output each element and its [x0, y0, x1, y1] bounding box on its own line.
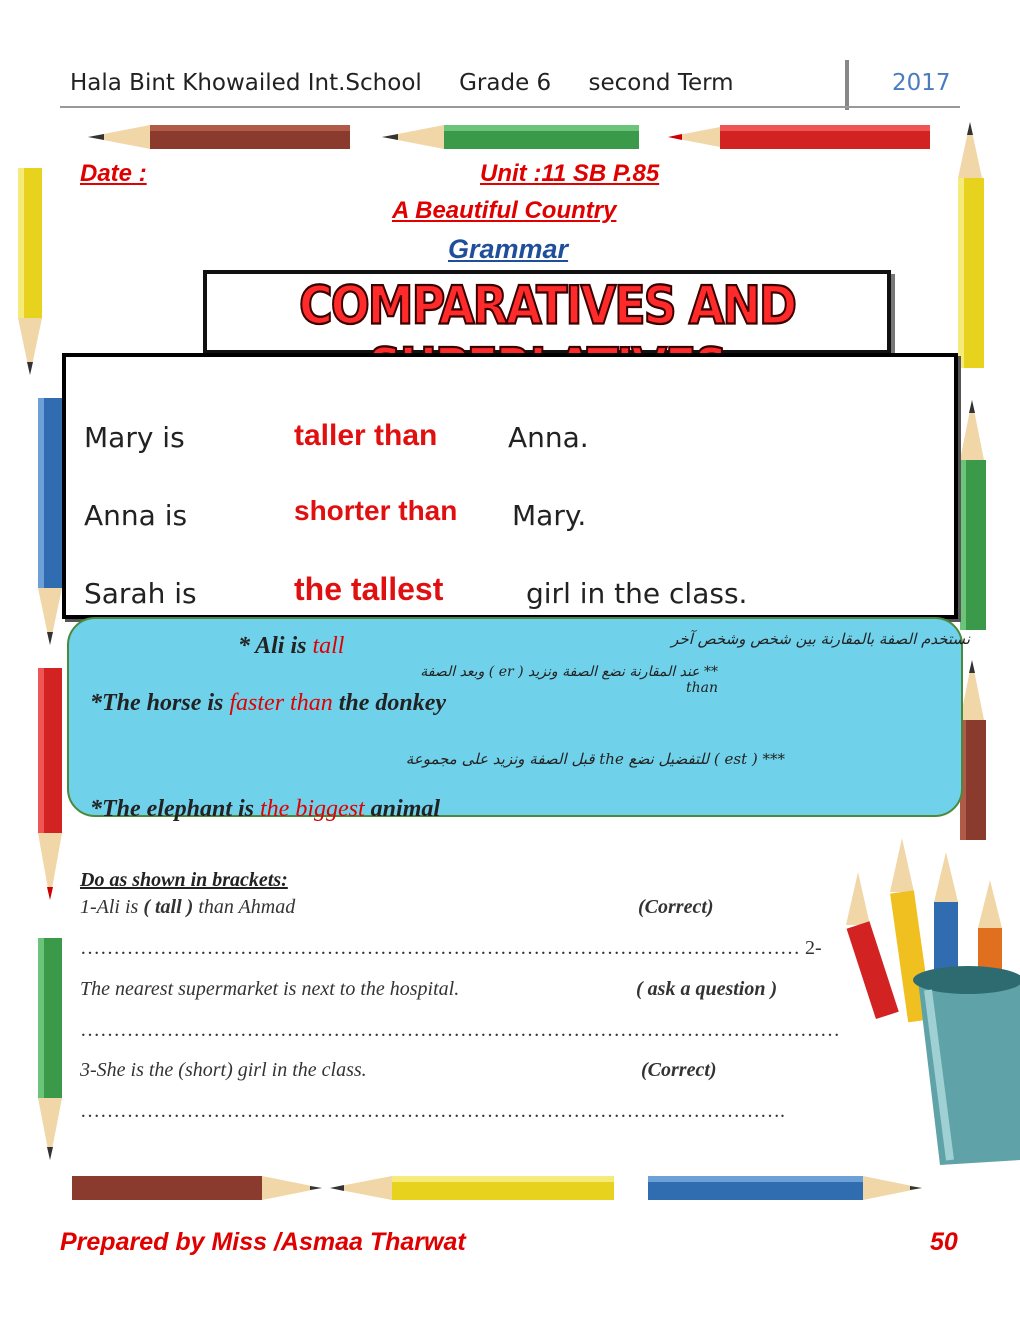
rule-adjective: tall — [312, 633, 345, 659]
rule-adjective: faster than — [229, 690, 333, 716]
title-banner — [203, 270, 891, 354]
lesson-title: A Beautiful Country — [392, 197, 617, 224]
question-word: ( tall ) — [143, 896, 194, 918]
rule-text: *The horse is — [90, 690, 230, 716]
rule-adjective: the biggest — [260, 796, 365, 822]
example-object: Anna. — [508, 421, 589, 454]
grade-label: Grade 6 — [459, 70, 552, 96]
header-divider — [845, 60, 849, 110]
rule-text: *The elephant is — [90, 796, 261, 822]
pencil-icon — [648, 1176, 922, 1200]
rule-arabic-2: ** عند المقارنة نضع الصفة ونزيد ( er ) وبعد الصفة than — [420, 664, 718, 696]
term-label: second Term — [588, 70, 734, 96]
pencil-icon — [38, 398, 62, 645]
example-form: shorter than — [294, 495, 458, 526]
rule-text: animal — [364, 796, 441, 822]
pencil-icon — [38, 668, 62, 900]
pencil-icon — [960, 660, 986, 840]
date-field — [80, 160, 351, 188]
question-text: than Ahmad — [193, 896, 296, 918]
section-title: Grammar — [448, 234, 569, 264]
example-subject: Anna is — [84, 499, 188, 532]
question-1-instruction: (Correct) — [638, 896, 714, 918]
page-number: 50 — [930, 1228, 958, 1256]
example-form: the tallest — [294, 571, 444, 607]
answer-line-3[interactable]: ……………………………………………………………………………………………. — [80, 1100, 785, 1122]
pencil-cup-icon — [846, 838, 1020, 1165]
rule-text: * Ali is — [238, 633, 313, 659]
exercise-heading: Do as shown in brackets: — [80, 869, 288, 891]
examples-box — [62, 353, 958, 619]
pencil-icon — [382, 125, 639, 149]
pencil-icon — [18, 168, 42, 375]
pencil-icon — [958, 122, 984, 368]
example-object: Mary. — [512, 499, 587, 532]
school-name: Hala Bint Khowailed Int.School — [70, 70, 422, 96]
rule-arabic-3: *** ( est ) للتفضيل نضع the قبل الصفة ونزيد على مجموعة — [405, 750, 785, 768]
example-object: girl in the class. — [526, 577, 748, 610]
rule-example-2 — [90, 690, 446, 717]
prepared-by: Prepared by Miss /Asmaa Tharwat — [60, 1228, 466, 1256]
example-subject: Sarah is — [84, 577, 197, 610]
answer-line-1[interactable]: ……………………………………………………………………………………………… 2- — [80, 937, 822, 959]
banner-text: COMPARATIVES AND — [298, 273, 796, 336]
question-1 — [80, 896, 295, 919]
pencil-icon — [88, 125, 350, 149]
year-label: 2017 — [892, 70, 951, 96]
pencil-icon — [38, 938, 62, 1160]
rule-text: the donkey — [332, 690, 447, 716]
question-3-instruction: (Correct) — [641, 1059, 717, 1081]
question-2-instruction: ( ask a question ) — [636, 978, 778, 1000]
unit-label: Unit :11 SB P.85 — [480, 160, 660, 187]
question-text: 1-Ali is — [80, 896, 144, 918]
page-header — [70, 70, 764, 96]
rule-example-1 — [238, 633, 344, 660]
answer-line-2[interactable]: …………………………………………………………………………………………………… — [80, 1019, 840, 1041]
date-label: Date : — [80, 160, 147, 187]
pencil-icon — [72, 1176, 322, 1200]
pencil-icon — [960, 400, 986, 630]
example-subject: Mary is — [84, 421, 185, 454]
header-rule — [60, 106, 960, 108]
rule-example-3 — [90, 796, 440, 823]
pencil-icon — [668, 125, 930, 149]
question-2: The nearest supermarket is next to the hospital. — [80, 978, 460, 1000]
question-3: 3-She is the (short) girl in the class. — [80, 1059, 367, 1081]
rule-arabic-1: نستخدم الصفة بالمقارنة بين شخص وشخص آخر — [671, 630, 970, 648]
pencil-icon — [330, 1176, 614, 1200]
example-form: taller than — [294, 419, 438, 452]
